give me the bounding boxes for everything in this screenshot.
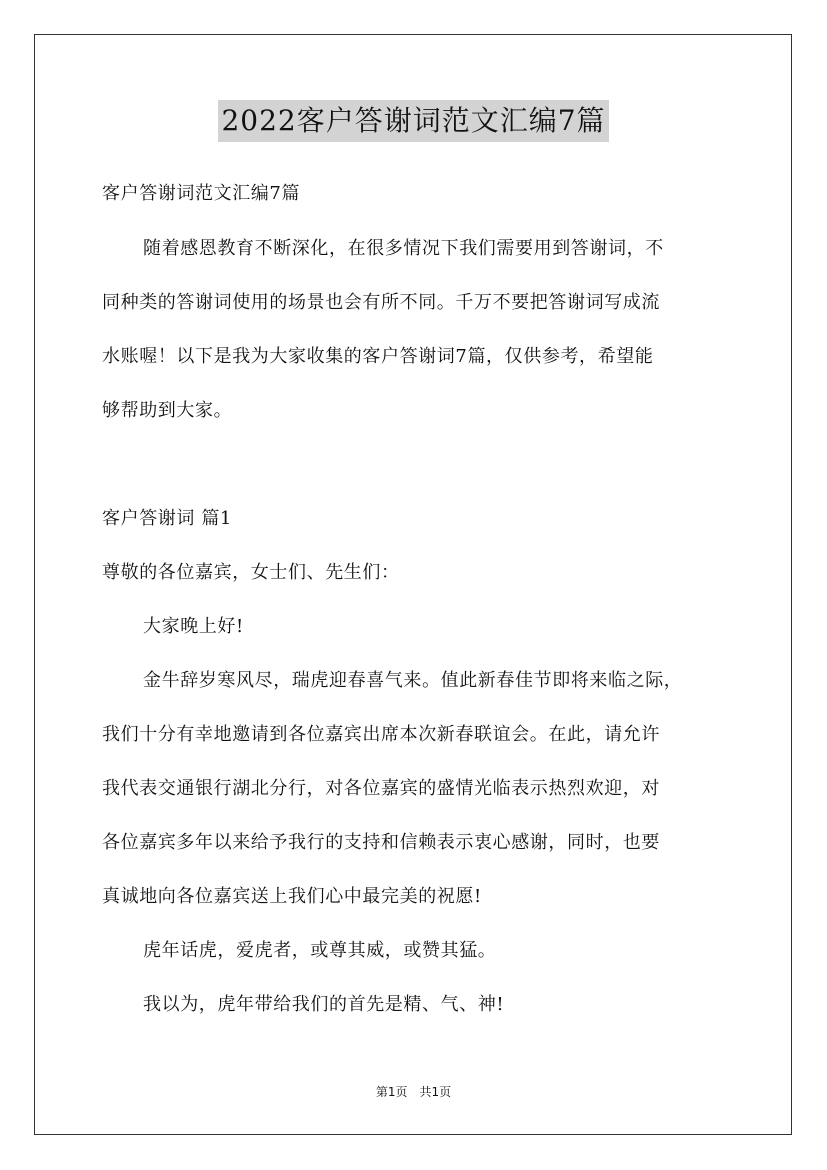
spirit-line: 我以为，虎年带给我们的首先是精、气、神! xyxy=(143,994,505,1015)
title-container xyxy=(0,100,827,142)
document-title: 2022客户答谢词范文汇编7篇 xyxy=(218,100,608,142)
document-subtitle: 客户答谢词范文汇编7篇 xyxy=(102,183,301,204)
section-heading: 客户答谢词 篇1 xyxy=(102,508,232,529)
intro-line-2: 同种类的答谢词使用的场景也会有所不同。千万不要把答谢词写成流 xyxy=(102,292,660,313)
greeting: 大家晚上好! xyxy=(143,616,244,637)
page-number: 第1页 共1页 xyxy=(375,1085,452,1099)
tiger-line: 虎年话虎，爱虎者，或尊其威，或赞其猛。 xyxy=(143,940,497,961)
body-line-3: 我代表交通银行湖北分行，对各位嘉宾的盛情光临表示热烈欢迎，对 xyxy=(102,778,660,799)
intro-line-4: 够帮助到大家。 xyxy=(102,400,233,421)
body-line-2: 我们十分有幸地邀请到各位嘉宾出席本次新春联谊会。在此，请允许 xyxy=(102,724,660,745)
intro-line-3: 水账喔！以下是我为大家收集的客户答谢词7篇，仅供参考，希望能 xyxy=(102,346,654,367)
body-line-4: 各位嘉宾多年以来给予我行的支持和信赖表示衷心感谢，同时，也要 xyxy=(102,832,660,853)
page-footer xyxy=(0,1084,827,1100)
salutation: 尊敬的各位嘉宾，女士们、先生们： xyxy=(102,562,400,583)
intro-line-1: 随着感恩教育不断深化，在很多情况下我们需要用到答谢词，不 xyxy=(143,238,664,259)
body-line-5: 真诚地向各位嘉宾送上我们心中最完美的祝愿! xyxy=(102,886,482,907)
body-line-1: 金牛辞岁寒风尽，瑞虎迎春喜气来。值此新春佳节即将来临之际， xyxy=(143,670,683,691)
